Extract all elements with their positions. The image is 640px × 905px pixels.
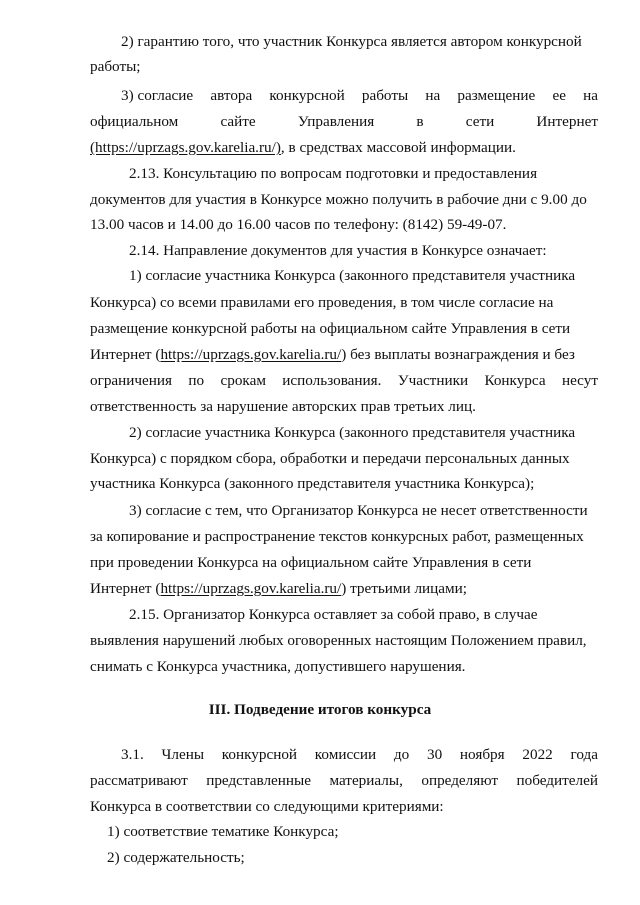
word: на — [425, 87, 441, 104]
word: 3) согласие — [121, 87, 194, 104]
paragraph-2-14-3-line-2: за копирование и распространение текстов конкурсных работ, размещенных — [90, 528, 584, 545]
paragraph-2-15-line-1: 2.15. Организатор Конкурса оставляет за собой право, в случае — [129, 606, 538, 623]
text-fragment: Интернет ( — [90, 580, 161, 597]
text-fragment: Интернет ( — [90, 346, 161, 363]
paragraph-2-15-line-2: выявления нарушений любых оговоренных настоящим Положением правил, — [90, 632, 587, 649]
word: Управления — [297, 113, 375, 130]
paragraph-2-14-3-line-4 — [90, 580, 467, 598]
website-link[interactable]: https://uprzags.gov.karelia.ru/ — [160, 580, 342, 597]
word: использования. — [282, 372, 382, 389]
word: срокам — [220, 372, 266, 389]
paragraph-2-14-2-line-2: Конкурса) с порядком сбора, обработки и передачи персональных данных — [90, 450, 570, 467]
word: победителей — [516, 772, 598, 789]
paragraph-2-12-3-line-1 — [121, 87, 598, 105]
word: Интернет — [536, 113, 598, 130]
word: по — [188, 372, 205, 389]
word: размещение — [457, 87, 536, 104]
paragraph-2-14-1-line-1: 1) согласие участника Конкурса (законного представителя участника — [129, 267, 576, 284]
paragraph-2-14-1-line-5 — [90, 372, 598, 390]
text-fragment: ) третьими лицами; — [341, 580, 468, 597]
paragraph-3-1-line-2 — [90, 772, 598, 790]
paragraph-2-14-1-line-2: Конкурса) со всеми правилами его проведения, в том числе согласие на — [90, 294, 554, 311]
word: сети — [465, 113, 495, 130]
word: в — [416, 113, 424, 130]
word: ограничения — [90, 372, 173, 389]
website-link[interactable]: https://uprzags.gov.karelia.ru/ — [160, 346, 342, 363]
paragraph-2-14-2-line-1: 2) согласие участника Конкурса (законного представителя участника — [129, 424, 576, 441]
word: конкурсной — [269, 87, 345, 104]
word: года — [570, 746, 598, 763]
criterion-item: 2) содержательность; — [107, 849, 245, 866]
word: определяют — [421, 772, 499, 789]
paragraph-2-15-line-3: снимать с Конкурса участника, допустившего нарушения. — [90, 658, 466, 675]
word: ее — [552, 87, 566, 104]
paragraph-2-12-3-line-3 — [90, 139, 516, 157]
paragraph-2-13-line-3: 13.00 часов и 14.00 до 16.00 часов по телефону: (8142) 59-49-07. — [90, 216, 507, 233]
text-fragment: ) без выплаты вознаграждения и без — [341, 346, 575, 363]
criterion-item: 1) соответствие тематике Конкурса; — [107, 823, 339, 840]
paragraph-2-14-3-line-3: при проведении Конкурса на официальном сайте Управления в сети — [90, 554, 532, 571]
website-link[interactable]: (https://uprzags.gov.karelia.ru/) — [90, 139, 281, 156]
paragraph-2-14-1-line-6: ответственность за нарушение авторских прав третьих лиц. — [90, 398, 476, 415]
paragraph-2-13-line-2: документов для участия в Конкурсе можно получить в рабочие дни с 9.00 до — [90, 191, 587, 208]
paragraph-2-14-3-line-1: 3) согласие с тем, что Организатор Конкурса не несет ответственности — [129, 502, 588, 519]
paragraph-3-1-line-3: Конкурса в соответствии со следующими критериями: — [90, 798, 444, 815]
word: на — [583, 87, 598, 104]
word: работы — [361, 87, 409, 104]
word: 30 — [426, 746, 443, 763]
word: комиссии — [314, 746, 377, 763]
paragraph-2-14-line-1: 2.14. Направление документов для участия в Конкурсе означает: — [129, 242, 547, 259]
word: несут — [561, 372, 598, 389]
paragraph-2-14-1-line-3: размещение конкурсной работы на официальном сайте Управления в сети — [90, 320, 571, 337]
text-fragment: , в средствах массовой информации. — [280, 139, 516, 156]
word: 3.1. — [121, 746, 144, 763]
word: Участники — [397, 372, 469, 389]
word: 2022 — [522, 746, 553, 763]
word: Члены — [161, 746, 205, 763]
paragraph-2-12-2-line-1: 2) гарантию того, что участник Конкурса является автором конкурсной — [121, 33, 582, 50]
paragraph-2-14-2-line-3: участника Конкурса (законного представителя участника Конкурса); — [90, 475, 535, 492]
word: представленные — [206, 772, 311, 789]
paragraph-2-14-1-line-4 — [90, 346, 575, 364]
paragraph-2-13-line-1: 2.13. Консультацию по вопросам подготовки и предоставления — [129, 165, 538, 182]
word: материалы, — [329, 772, 403, 789]
paragraph-3-1-line-1 — [121, 746, 598, 764]
word: ноября — [459, 746, 505, 763]
word: Конкурса — [484, 372, 546, 389]
section-3-heading: III. Подведение итогов конкурса — [208, 701, 432, 718]
paragraph-2-12-2-line-2: работы; — [90, 58, 141, 75]
word: конкурсной — [221, 746, 298, 763]
word: до — [393, 746, 410, 763]
word: сайте — [220, 113, 256, 130]
word: автора — [210, 87, 253, 104]
word: рассматривают — [90, 772, 188, 789]
word: официальном — [90, 113, 179, 130]
paragraph-2-12-3-line-2 — [90, 113, 598, 131]
